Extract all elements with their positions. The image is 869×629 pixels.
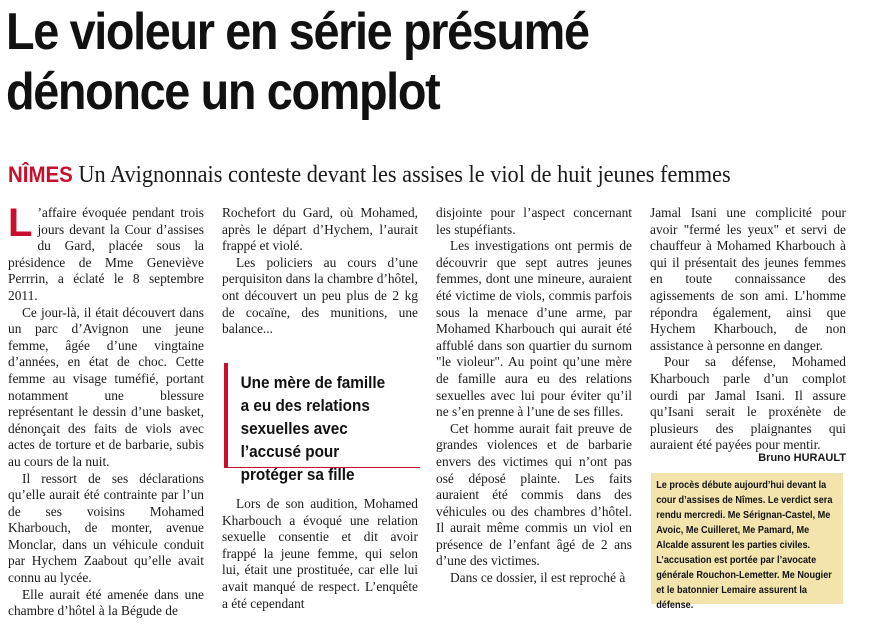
headline-line-1: Le violeur en série présumé: [6, 3, 589, 61]
article-column-2-continued: [222, 496, 418, 612]
subheadline-text: Un Avignonnais conteste devant les assises le viol de huit jeunes femmes: [78, 162, 731, 188]
paragraph: disjointe pour l’aspect concernant les stupéfiants.: [436, 205, 632, 237]
paragraph: Lors de son audition, Mohamed Kharbouch a évoqué une relation sexuelle consentie et dit avoir frappé la jeune femme, qui selon lui, était une prostituée, car elle lui avait manqué de respect. L’enquête a été cependant: [222, 496, 418, 611]
paragraph: Ce jour-là, il était découvert dans un parc d’Avignon une jeune femme, âgée d’une vingtaine d’années, en état de choc. Cette femme au visage tuméfié, portant notamment une blessure représentant le dessin d’une basket, dénonçait des faits de viols avec actes de torture et de barbarie, subis au cours de la nuit.: [8, 304, 204, 469]
location-kicker: NÎMES: [8, 162, 73, 187]
info-box-text: Le procès débute aujourd’hui devant la cour d’assises de Nîmes. Le verdict sera rendu mercredi. Me Sérignan-Castel, Me Avoic, Me Cuilleret, Me Pamard, Me Alcalde assurent les parties civiles. L’accusation est portée par l’avocate générale Rouchon-Lemetter. Me Nougier et le batonnier Lemaire assurent la défense.: [656, 479, 833, 611]
article-column-1: [8, 201, 204, 620]
drop-cap: L: [8, 201, 33, 245]
article-column-2: [222, 205, 418, 338]
paragraph: Rochefort du Gard, où Mohamed, après le départ d’Hychem, l’aurait frappé et violé.: [222, 205, 418, 254]
paragraph: Il ressort de ses déclarations qu’elle aurait été contrainte par l’un de ses voisins Mohamed Kharbouch, de monter, avenue Monclar, dans un véhicule conduit par Hychem Zaabout qu’elle avait connu au lycée.: [8, 470, 204, 586]
paragraph: Dans ce dossier, il est reproché à: [450, 570, 626, 586]
article-column-4: [650, 205, 846, 454]
paragraph: Cet homme aurait fait preuve de grandes violences et de barbarie envers des victimes qui n’ont pas osé déposé plainte. Les faits auraient été commis dans des véhicules ou des chambres d’hôtel. Il aurait même commis un viol en présence de l’enfant âgé de 2 ans d’une des victimes.: [436, 420, 632, 569]
paragraph: Les policiers au cours d’une perquisiton dans la chambre d’hôtel, ont découvert un peu plus de 2 kg de cocaïne, des munitions, une balance...: [222, 254, 418, 337]
paragraph: Les investigations ont permis de découvrir que sept autres jeunes femmes, dont une mineure, auraient été victime de viols, commis parfois sous la menace d’une arme, par Mohamed Kharbouch qui aurait été affublé dans son quartier du surnom "le violeur". Au point qu’une mère de famille aura eu des relations sexuelles avec lui pour éviter qu’il ne s’en prenne à l’une de ses filles.: [436, 238, 632, 420]
pull-quote-text: Une mère de famille a eu des relations sexuelles avec l’accusé pour protéger sa fille: [240, 373, 386, 484]
paragraph: Elle aurait été amenée dans une chambre d’hôtel à la Bégude de: [8, 586, 204, 619]
pull-quote: [224, 363, 420, 484]
paragraph: Jamal Isani une complicité pour avoir "fermé les yeux" et servi de chauffeur à Mohamed Kharbouch à qui il présentait des jeunes femmes en toute connaissance des agissements de son ami. L’homme répondra également, ainsi que Hychem Kharbouch, de non assistance à personne en danger.: [650, 205, 846, 353]
info-box: [651, 473, 843, 611]
paragraph: Pour sa défense, Mohamed Kharbouch parle d’un complot ourdi par Jamal Isani. Il assure qu’Isani serait le proxénète de plusieurs des plaignantes qui auraient été payées pour mentir.: [650, 354, 846, 453]
paragraph: L ’affaire évoquée pendant trois jours devant la Cour d’assises du Gard, placée sous la présidence de Mme Geneviève Perrrin, a éclaté le 8 septembre 2011.: [8, 201, 204, 303]
headline-line-2: dénonce un complot: [6, 63, 440, 121]
subheadline: [8, 160, 808, 190]
author-byline: Bruno HURAULT: [758, 452, 846, 464]
article-column-3: [436, 205, 632, 587]
headline: [6, 2, 780, 122]
